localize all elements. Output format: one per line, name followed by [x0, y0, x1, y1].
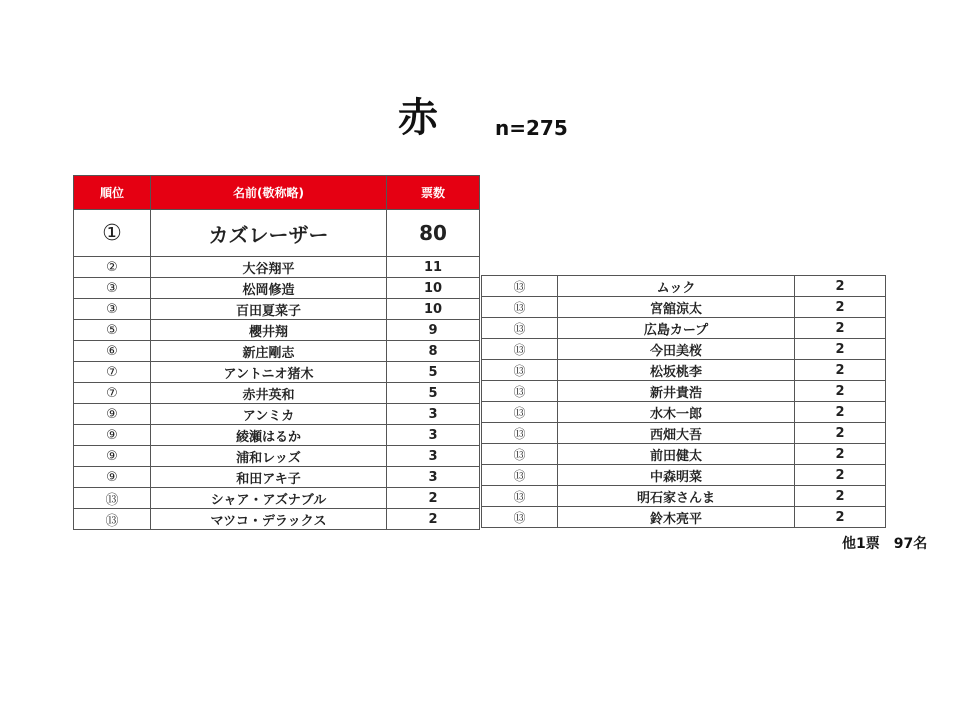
name-column-header: 名前(敬称略) [151, 176, 387, 210]
table-row [482, 423, 886, 444]
table-header-row [74, 176, 480, 210]
table-row [74, 341, 480, 362]
votes-cell: 3 [387, 446, 480, 467]
rank-cell: ③ [74, 299, 151, 320]
name-cell: 松坂桃李 [558, 360, 795, 381]
rank-cell: ⑥ [74, 341, 151, 362]
votes-cell: 2 [387, 488, 480, 509]
table-row [482, 318, 886, 339]
rank-cell: ⑤ [74, 320, 151, 341]
name-cell: 宮舘涼太 [558, 297, 795, 318]
votes-cell: 2 [387, 509, 480, 530]
votes-cell: 2 [795, 360, 886, 381]
rank-cell: ⑨ [74, 404, 151, 425]
rank-cell: ⑨ [74, 425, 151, 446]
name-cell: アントニオ猪木 [151, 362, 387, 383]
table-row [74, 257, 480, 278]
name-cell: 新井貴浩 [558, 381, 795, 402]
table-row [74, 299, 480, 320]
name-cell: 松岡修造 [151, 278, 387, 299]
name-cell: 百田夏菜子 [151, 299, 387, 320]
votes-cell: 3 [387, 467, 480, 488]
rank-column-header: 順位 [74, 176, 151, 210]
votes-cell: 2 [795, 486, 886, 507]
table-row [74, 320, 480, 341]
name-cell: 前田健太 [558, 444, 795, 465]
rank-cell: ⑨ [74, 446, 151, 467]
table-row [74, 278, 480, 299]
name-cell: 中森明菜 [558, 465, 795, 486]
rank-cell: ⑬ [482, 402, 558, 423]
rank-cell: ⑬ [482, 339, 558, 360]
votes-cell: 2 [795, 465, 886, 486]
votes-cell: 5 [387, 383, 480, 404]
table-row [482, 297, 886, 318]
votes-cell: 3 [387, 425, 480, 446]
name-cell: 新庄剛志 [151, 341, 387, 362]
rank-cell: ⑬ [482, 507, 558, 528]
votes-cell: 80 [387, 210, 480, 257]
votes-cell: 5 [387, 362, 480, 383]
page-title: 赤 [398, 95, 438, 141]
rank-cell: ⑨ [74, 467, 151, 488]
ranking-table-left [73, 175, 480, 530]
name-cell: 鈴木亮平 [558, 507, 795, 528]
table-row [74, 383, 480, 404]
table-row [482, 444, 886, 465]
name-cell: 大谷翔平 [151, 257, 387, 278]
votes-cell: 2 [795, 297, 886, 318]
sample-size: n=275 [495, 116, 568, 140]
votes-cell: 10 [387, 299, 480, 320]
votes-cell: 2 [795, 339, 886, 360]
table-row [74, 509, 480, 530]
table-row [74, 404, 480, 425]
table-row [482, 465, 886, 486]
rank-cell: ② [74, 257, 151, 278]
table-row [74, 488, 480, 509]
rank-cell: ⑬ [482, 360, 558, 381]
votes-cell: 9 [387, 320, 480, 341]
name-cell: 和田アキ子 [151, 467, 387, 488]
table-row [74, 425, 480, 446]
name-cell: 浦和レッズ [151, 446, 387, 467]
name-cell: 水木一郎 [558, 402, 795, 423]
votes-cell: 2 [795, 402, 886, 423]
table-row [482, 360, 886, 381]
votes-cell: 2 [795, 318, 886, 339]
table-row [74, 467, 480, 488]
name-cell: 櫻井翔 [151, 320, 387, 341]
name-cell: アンミカ [151, 404, 387, 425]
rank-cell: ⑬ [74, 509, 151, 530]
table-row [482, 486, 886, 507]
rank-cell: ⑬ [482, 276, 558, 297]
name-cell: 赤井英和 [151, 383, 387, 404]
rank-cell: ⑬ [482, 381, 558, 402]
rank-cell: ① [74, 210, 151, 257]
table-row [482, 276, 886, 297]
rank-cell: ⑬ [482, 465, 558, 486]
rank-cell: ⑬ [482, 444, 558, 465]
name-cell: シャア・アズナブル [151, 488, 387, 509]
table-row [482, 402, 886, 423]
rank-cell: ⑬ [482, 486, 558, 507]
rank-cell: ⑬ [482, 423, 558, 444]
table-row [74, 362, 480, 383]
top-entry-row [74, 210, 480, 257]
name-cell: 明石家さんま [558, 486, 795, 507]
table-row [482, 339, 886, 360]
votes-cell: 2 [795, 507, 886, 528]
name-cell: 綾瀬はるか [151, 425, 387, 446]
votes-cell: 2 [795, 381, 886, 402]
rank-cell: ⑦ [74, 383, 151, 404]
table-row [482, 381, 886, 402]
rank-cell: ⑦ [74, 362, 151, 383]
table-row [74, 446, 480, 467]
rank-cell: ③ [74, 278, 151, 299]
votes-cell: 2 [795, 276, 886, 297]
votes-column-header: 票数 [387, 176, 480, 210]
votes-cell: 10 [387, 278, 480, 299]
name-cell: マツコ・デラックス [151, 509, 387, 530]
ranking-table-right [481, 275, 886, 528]
votes-cell: 8 [387, 341, 480, 362]
table-row [482, 507, 886, 528]
votes-cell: 2 [795, 423, 886, 444]
name-cell: カズレーザー [151, 210, 387, 257]
name-cell: 広島カープ [558, 318, 795, 339]
votes-cell: 3 [387, 404, 480, 425]
others-note: 他1票 97名 [842, 536, 928, 552]
name-cell: 今田美桜 [558, 339, 795, 360]
votes-cell: 2 [795, 444, 886, 465]
votes-cell: 11 [387, 257, 480, 278]
rank-cell: ⑬ [74, 488, 151, 509]
rank-cell: ⑬ [482, 318, 558, 339]
name-cell: ムック [558, 276, 795, 297]
rank-cell: ⑬ [482, 297, 558, 318]
name-cell: 西畑大吾 [558, 423, 795, 444]
